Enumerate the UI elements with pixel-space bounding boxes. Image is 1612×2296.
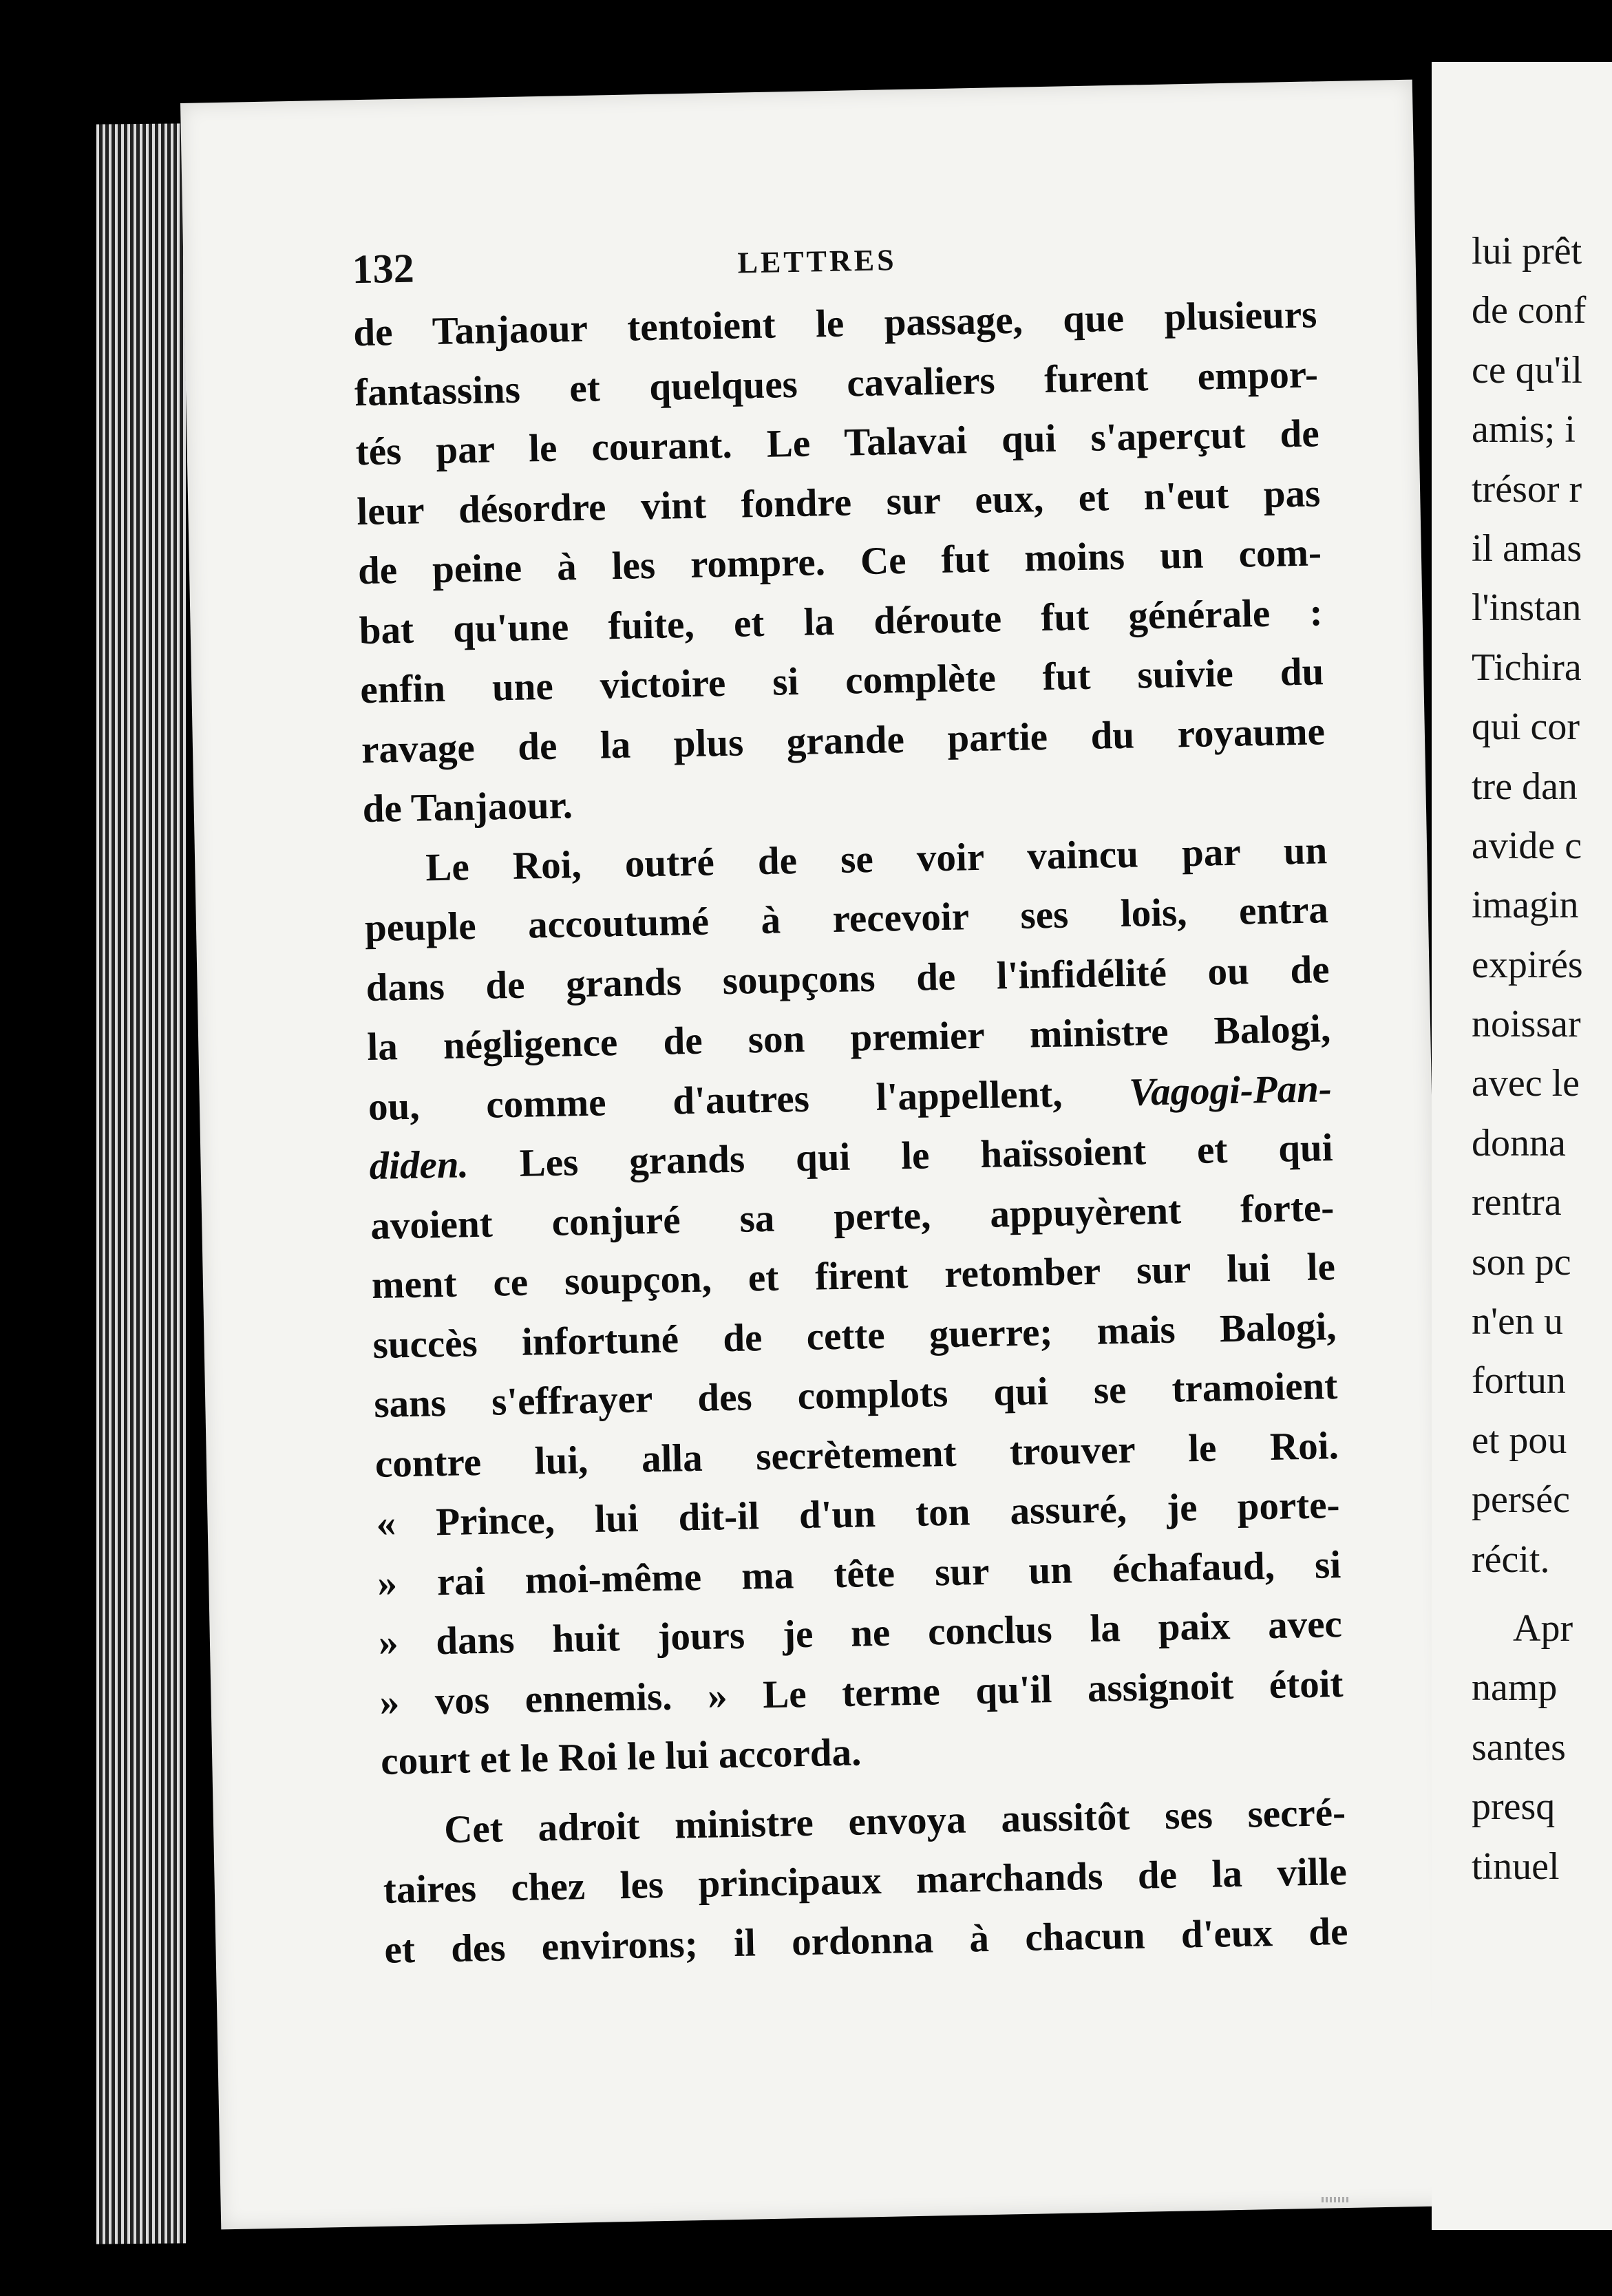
quote-line: » vos ennemis. » Le terme qu'il assignoit étoit [379,1661,1344,1724]
text-line: l'instan [1472,586,1582,630]
text-line: donna [1472,1121,1566,1165]
text-line: bat qu'une fuite, et la déroute fut générale : [359,590,1324,652]
text-line: dans de grands soupçons de l'infidélité ou de [365,947,1330,1010]
text-line: fantassins et quelques cavaliers furent empor- [354,352,1319,414]
text-line: namp [1472,1666,1558,1710]
text-line: la négligence de son premier ministre Balogi, [366,1007,1331,1070]
right-page-text [1472,222,1612,1896]
text-line: amis; i [1472,408,1576,451]
text-line: expirés [1472,943,1583,986]
text-line: de Tanjaour tentoient le passage, que plusieurs [352,293,1317,355]
text-line: de peine à les rompre. Ce fut moins un com- [357,531,1322,593]
text-line: son pc [1472,1240,1571,1284]
text-line: rentra [1472,1181,1562,1224]
text-line: qui cor [1472,705,1580,749]
text-line: n'en u [1472,1300,1563,1343]
text-line: enfin une victoire si complète fut suivie du [359,650,1324,712]
text-line: perséc [1472,1478,1571,1522]
text-line: et pou [1472,1418,1567,1462]
text-line: de Tanjaour. [362,783,573,831]
text-line: peuple accoutumé à recevoir ses lois, entra [364,888,1329,950]
text-line: succès infortuné de cette guerre; mais Balogi, [372,1304,1337,1367]
paragraph-start-line: Le Roi, outré de se voir vaincu par un [425,828,1328,889]
body-text [353,285,1349,1979]
text-line: tés par le courant. Le Talavai qui s'aperçut de [355,412,1320,474]
text-line: ce qu'il [1472,348,1582,392]
running-title: LETTRES [737,243,898,280]
text-line: sans s'effrayer des complots qui se tramoient [373,1364,1338,1426]
page-number: 132 [352,245,415,293]
paragraph-start-line: Apr [1513,1606,1573,1650]
text-line: trésor r [1472,467,1582,511]
text-line: Tichira [1472,646,1582,689]
text-fragment: Les grands qui le haïssoient et qui [519,1126,1334,1185]
scan-artifact-mark [1322,2197,1349,2202]
text-line: noissar [1472,1003,1581,1046]
text-line: contre lui, alla secrètement trouver le Roi. [374,1423,1339,1486]
text-line: ravage de la plus grande partie du royaume [361,709,1326,772]
left-page [180,80,1453,2230]
text-line: ment ce soupçon, et firent retomber sur lui le [371,1245,1336,1307]
quote-line: » dans huit jours je ne conclus la paix avec [378,1602,1343,1664]
text-line: lui prêt [1472,230,1582,273]
text-line: et des environs; il ordonna à chacun d'eux de [383,1909,1348,1972]
text-line: imagin [1472,884,1579,927]
text-line: fortun [1472,1359,1566,1403]
text-line: avide c [1472,824,1582,867]
right-page-fragment [1432,62,1612,2230]
quote-line: » rai moi-même ma tête sur un échafaud, si [377,1542,1341,1605]
text-line: taires chez les principaux marchands de la ville [383,1849,1348,1912]
quote-line: « Prince, lui dit-il d'un ton assuré, je porte- [376,1483,1341,1545]
paragraph-start-line: Cet adroit ministre envoya aussitôt ses secré- [443,1790,1346,1851]
text-line: santes [1472,1725,1566,1769]
italic-name: diden. [369,1142,469,1189]
text-line: court et le Roi le lui accorda. [380,1730,862,1783]
text-line: presq [1472,1785,1556,1829]
text-line: il amas [1472,527,1582,570]
text-line: de conf [1472,289,1587,332]
text-line: récit. [1472,1538,1550,1581]
book-page-edges [96,123,186,2244]
text-line: avoient conjuré sa perte, appuyèrent forte- [370,1185,1335,1248]
text-line: tre dan [1472,765,1578,808]
text-line: avec le [1472,1062,1580,1105]
text-fragment: ou, comme d'autres l'appellent, [368,1072,1063,1129]
text-line: leur désordre vint fondre sur eux, et n'eut pas [356,471,1321,533]
text-line: tinuel [1472,1845,1560,1888]
italic-name: Vagogi-Pan- [1128,1066,1333,1114]
